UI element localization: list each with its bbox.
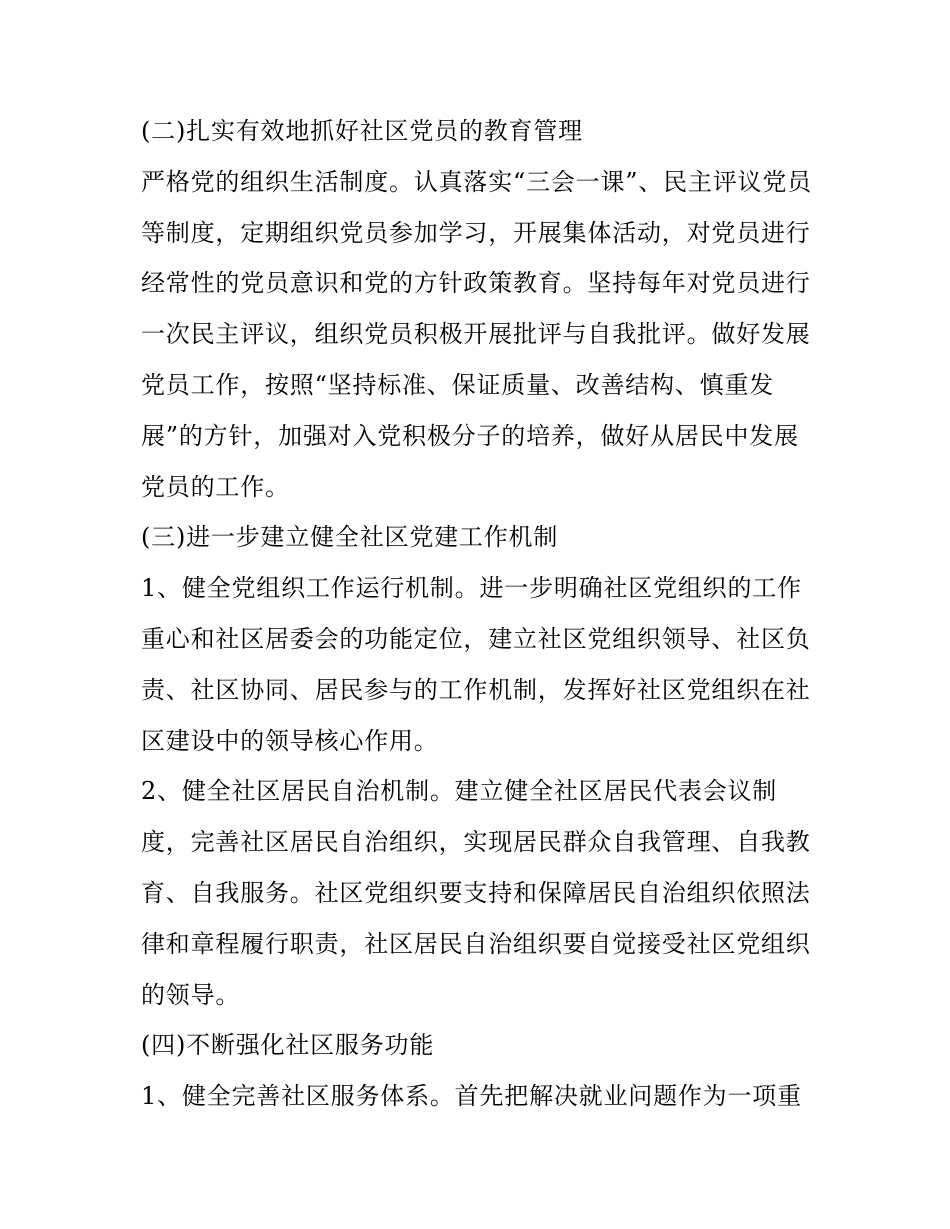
paragraph-line: 等制度，定期组织党员参加学习，开展集体活动，对党员进行: [141, 218, 811, 247]
paragraph-line: 经常性的党员意识和党的方针政策教育。坚持每年对党员进行: [141, 269, 811, 298]
paragraph-line: 律和章程履行职责，社区居民自治组织要自觉接受社区党组织: [141, 929, 811, 958]
paragraph-line: 责、社区协同、居民参与的工作机制，发挥好社区党组织在社: [141, 675, 811, 704]
paragraph-line: 党员的工作。: [141, 472, 290, 501]
paragraph-line: 重心和社区居委会的功能定位，建立社区党组织领导、社区负: [141, 624, 811, 653]
section-heading-4: (四)不断强化社区服务功能: [141, 1031, 435, 1060]
document-body: [141, 106, 821, 1122]
paragraph-line: 度，完善社区居民自治组织，实现居民群众自我管理、自我教: [141, 828, 811, 857]
section-heading-3: (三)进一步建立健全社区党建工作机制: [141, 523, 559, 552]
paragraph-line: 党员工作，按照“坚持标准、保证质量、改善结构、慎重发: [141, 370, 775, 399]
section-heading-2: (二)扎实有效地抓好社区党员的教育管理: [141, 117, 583, 145]
paragraph-line: 一次民主评议，组织党员积极开展批评与自我批评。做好发展: [141, 320, 811, 349]
paragraph-line: 育、自我服务。社区党组织要支持和保障居民自治组织依照法: [141, 878, 811, 907]
paragraph-line: 2、健全社区居民自治机制。建立健全社区居民代表会议制: [141, 777, 778, 806]
paragraph-line: 严格党的组织生活制度。认真落实“三会一课”、民主评议党员: [141, 167, 812, 196]
paragraph-line: 的领导。: [141, 980, 241, 1009]
paragraph-line: 1、健全党组织工作运行机制。进一步明确社区党组织的工作: [141, 574, 802, 603]
paragraph-line: 区建设中的领导核心作用。: [141, 726, 439, 755]
paragraph-line: 展”的方针，加强对入党积极分子的培养，做好从居民中发展: [141, 421, 799, 450]
paragraph-line: 1、健全完善社区服务体系。首先把解决就业问题作为一项重: [141, 1082, 802, 1111]
